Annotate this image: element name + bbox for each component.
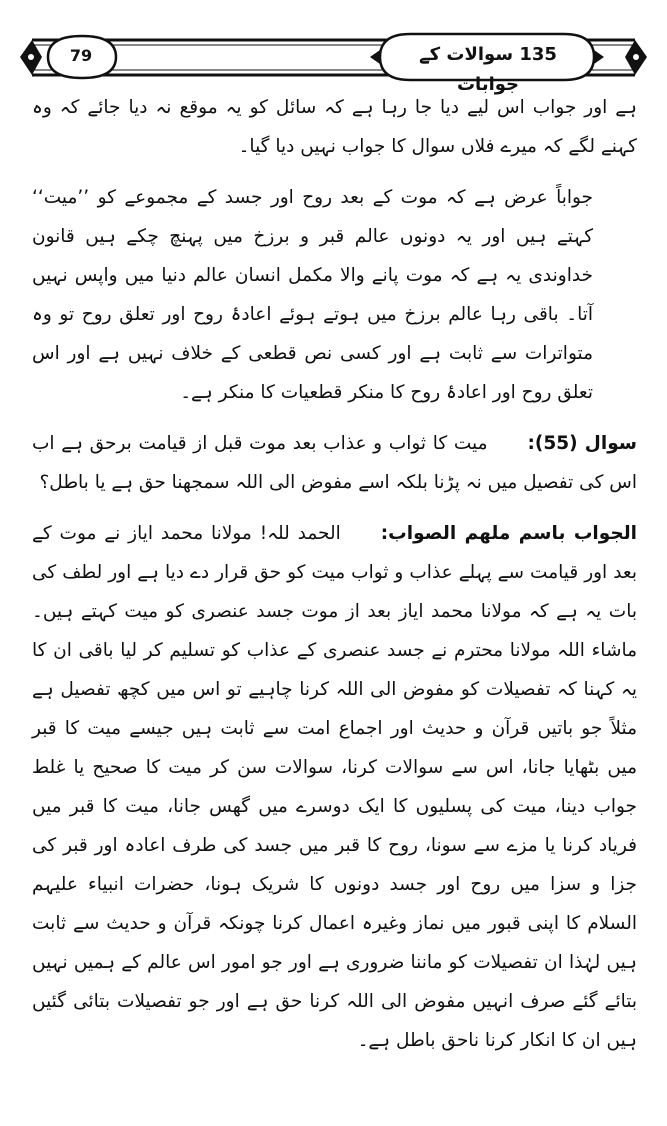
- page-number: 79: [69, 46, 93, 65]
- paragraph-continuation: ہے اور جواب اس لیے دیا جا رہا ہے کہ سائل کو یہ موقع نہ دیا جائے کہ وہ کہنے لگے کہ میرے فلاں سوال کا جواب نہیں دیا گیا۔: [32, 97, 637, 157]
- answer-block: [32, 514, 637, 1060]
- page-header: [18, 30, 649, 95]
- paragraph-answer-intro: جواباً عرض ہے کہ موت کے بعد روح اور جسد کے مجموعے کو ’’میت‘‘ کہتے ہیں اور یہ دونوں عالم قبر و برزخ میں پہنچ چکے ہیں قانون خداوندی یہ ہے کہ موت پانے والا مکمل انسان عالم دنیا میں واپس نہیں آتا۔ باقی رہا عالم برزخ میں ہوتے ہوئے اعادۂ روح اور تعلق روح تو وہ متواترات سے ثابت ہے اور کسی نص قطعی کے خلاف نہیں ہے اور اس تعلق روح اور اعادۂ روح کا منکر قطعیات کا منکر ہے۔: [32, 187, 593, 403]
- question-block: [32, 424, 637, 502]
- question-text: میت کا ثواب و عذاب بعد موت قبل از قیامت برحق ہے اب اس کی تفصیل میں نہ پڑنا بلکہ اسے مفوض الی اللہ سمجھنا حق ہے یا باطل؟: [32, 433, 637, 493]
- answer-text: الحمد للہ! مولانا محمد ایاز نے موت کے بعد اور قیامت سے پہلے عذاب و ثواب میت کو حق قرار دے دیا ہے اور لطف کی بات یہ ہے کہ مولانا محمد ایاز بعد از موت جسد عنصری کو میت کہتے ہیں۔ ماشاء اللہ مولانا محترم نے جسد عنصری کے عذاب کو تسلیم کر لیا باقی ان کا یہ کہنا کہ تفصیلات کو مفوض الی اللہ کرنا چاہیے تو اس میں کچھ تفصیل ہے مثلاً جو باتیں قرآن و حدیث اور اجماع امت سے ثابت ہیں جیسے میت کا قبر میں بٹھایا جانا، اس سے سوالات کرنا، سوالات سن کر میت کا صحیح یا غلط جواب دینا، میت کی پسلیوں کا ایک دوسرے میں گھس جانا، میت کا قبر میں فریاد کرنا یا مزے سے سونا، روح کا قبر میں جسد کی طرف اعادہ اور قبر کی جزا و سزا میں روح اور جسد دونوں کا شریک ہونا، حضرات انبیاء علیہم السلام کا اپنی قبور میں نماز وغیرہ اعمال کرنا چونکہ قرآن و حدیث سے ثابت ہیں لہٰذا ان تفصیلات کو ماننا ضروری ہے اور جو امور اس عالم کے ہمیں نہیں بتائے گئے صرف انہیں مفوض الی اللہ کرنا حق ہے اور جو تفصیلات بتائی گئیں ہیں ان کا انکار کرنا ناحق باطل ہے۔: [32, 523, 637, 1051]
- book-title: 135 سوالات کے جوابات: [419, 44, 557, 95]
- answer-label: الجواب باسم ملهم الصواب:: [380, 523, 637, 544]
- page-body: [32, 88, 637, 1060]
- question-label: سوال (55):: [527, 433, 637, 454]
